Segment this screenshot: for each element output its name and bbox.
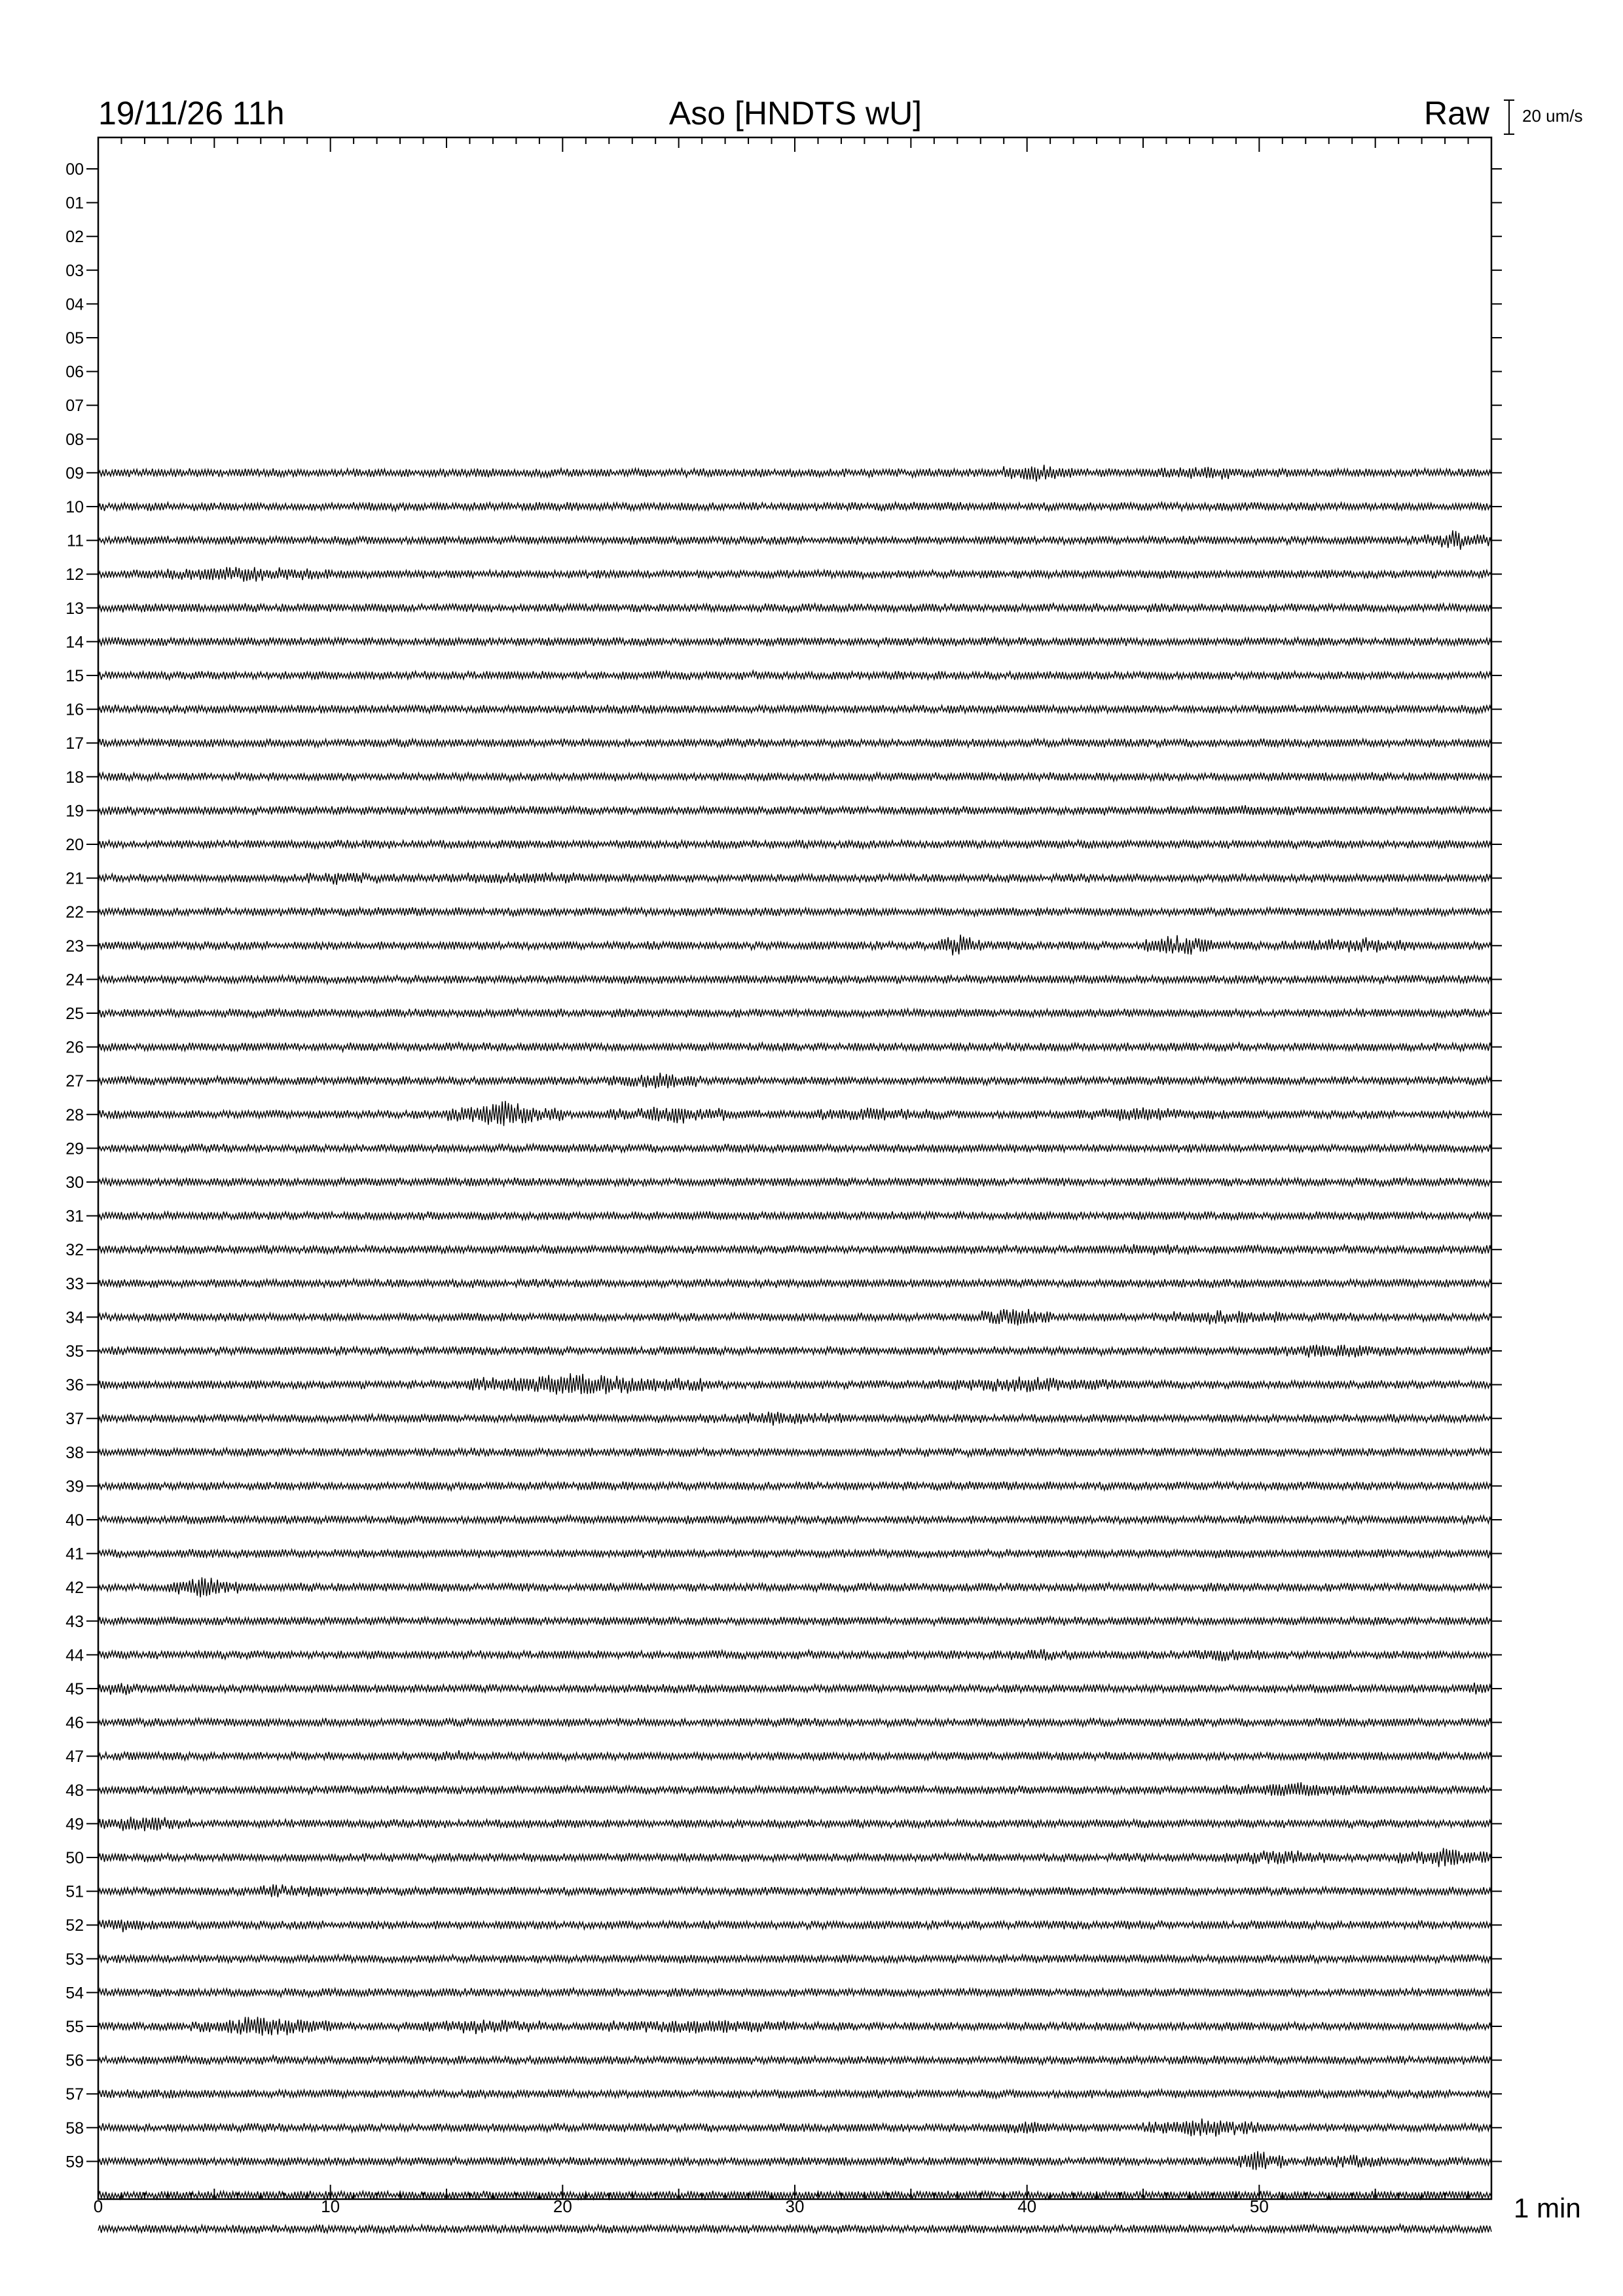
row-label: 12 bbox=[65, 565, 84, 584]
seismogram-trace bbox=[98, 1577, 1491, 1598]
seismogram-trace bbox=[98, 1782, 1491, 1796]
amplitude-scale-bar bbox=[1504, 100, 1514, 134]
row-label: 03 bbox=[65, 261, 84, 280]
row-label: 56 bbox=[65, 2051, 84, 2070]
row-label: 52 bbox=[65, 1916, 84, 1935]
row-label: 34 bbox=[65, 1308, 84, 1327]
row-label: 18 bbox=[65, 768, 84, 787]
row-label: 54 bbox=[65, 1984, 84, 2003]
seismogram-trace bbox=[98, 567, 1491, 582]
x-tick-label: 30 bbox=[785, 2197, 805, 2216]
date-hour-label: 19/11/26 11h bbox=[98, 95, 285, 132]
row-label: 07 bbox=[65, 397, 84, 416]
seismogram-trace bbox=[98, 1073, 1491, 1088]
seismogram-trace bbox=[98, 705, 1491, 714]
seismogram-trace bbox=[98, 1954, 1491, 1964]
seismogram-trace bbox=[98, 805, 1491, 816]
row-label: 23 bbox=[65, 937, 84, 956]
row-label: 30 bbox=[65, 1174, 84, 1192]
row-label: 41 bbox=[65, 1545, 84, 1564]
row-label: 05 bbox=[65, 329, 84, 348]
seismogram-trace bbox=[98, 2017, 1491, 2036]
x-tick-label: 40 bbox=[1017, 2197, 1037, 2216]
x-tick-label: 10 bbox=[321, 2197, 340, 2216]
row-label: 39 bbox=[65, 1477, 84, 1496]
seismogram-trace bbox=[98, 1920, 1491, 1932]
seismogram-trace bbox=[98, 872, 1491, 885]
row-label: 19 bbox=[65, 802, 84, 821]
row-label: 08 bbox=[65, 430, 84, 449]
seismogram-trace bbox=[98, 1345, 1491, 1358]
row-label: 20 bbox=[65, 836, 84, 854]
seismogram-trace bbox=[98, 603, 1491, 613]
x-tick-label: 50 bbox=[1249, 2197, 1269, 2216]
seismogram-trace bbox=[98, 1309, 1491, 1325]
seismogram-trace bbox=[98, 1481, 1491, 1490]
seismogram-trace bbox=[98, 502, 1491, 511]
row-label: 26 bbox=[65, 1038, 84, 1057]
seismogram-trace bbox=[98, 1988, 1491, 1998]
seismogram-trace bbox=[98, 671, 1491, 680]
row-label: 28 bbox=[65, 1105, 84, 1124]
row-label: 43 bbox=[65, 1612, 84, 1631]
row-label: 17 bbox=[65, 734, 84, 753]
seismogram-trace bbox=[98, 2056, 1491, 2065]
seismogram-trace bbox=[98, 907, 1491, 916]
seismogram-trace bbox=[98, 2119, 1491, 2137]
seismogram-trace bbox=[98, 1549, 1491, 1558]
row-label: 25 bbox=[65, 1005, 84, 1023]
row-label: 15 bbox=[65, 667, 84, 685]
row-label: 45 bbox=[65, 1680, 84, 1698]
row-label: 22 bbox=[65, 903, 84, 922]
row-label: 06 bbox=[65, 363, 84, 382]
seismogram-trace bbox=[98, 1144, 1491, 1153]
seismogram-trace bbox=[98, 840, 1491, 849]
row-label: 02 bbox=[65, 228, 84, 247]
seismogram-trace bbox=[98, 1373, 1491, 1395]
seismogram-trace bbox=[98, 1043, 1491, 1052]
x-tick-label: 0 bbox=[93, 2197, 103, 2216]
x-unit-label: 1 min bbox=[1514, 2193, 1581, 2223]
seismogram-trace bbox=[98, 1617, 1491, 1626]
seismogram-trace bbox=[98, 2225, 1491, 2234]
row-label: 16 bbox=[65, 700, 84, 719]
row-labels bbox=[65, 160, 84, 2171]
row-label: 24 bbox=[65, 971, 84, 990]
amplitude-scale-label: 20 um/s bbox=[1522, 106, 1583, 126]
row-label: 38 bbox=[65, 1443, 84, 1462]
seismogram-trace bbox=[98, 2151, 1491, 2170]
seismogram-trace bbox=[98, 1817, 1491, 1831]
row-label: 59 bbox=[65, 2153, 84, 2172]
row-label: 35 bbox=[65, 1342, 84, 1361]
row-label: 31 bbox=[65, 1207, 84, 1226]
seismogram-trace bbox=[98, 738, 1491, 747]
row-label: 48 bbox=[65, 1781, 84, 1800]
row-label: 14 bbox=[65, 633, 84, 652]
seismogram-trace bbox=[98, 637, 1491, 647]
seismogram-trace bbox=[98, 1101, 1491, 1126]
row-label: 37 bbox=[65, 1410, 84, 1429]
row-label: 44 bbox=[65, 1646, 84, 1665]
row-label: 00 bbox=[65, 160, 84, 179]
row-label: 01 bbox=[65, 194, 84, 213]
seismogram-trace bbox=[98, 1750, 1491, 1761]
row-label: 09 bbox=[65, 464, 84, 483]
seismogram-trace bbox=[98, 935, 1491, 956]
row-label: 33 bbox=[65, 1274, 84, 1293]
seismogram-trace bbox=[98, 975, 1491, 984]
row-label: 47 bbox=[65, 1748, 84, 1767]
chart-title: Aso [HNDTS wU] bbox=[668, 95, 922, 132]
seismogram-trace bbox=[98, 465, 1491, 482]
seismogram-trace bbox=[98, 530, 1491, 550]
seismogram-trace bbox=[98, 1448, 1491, 1457]
seismogram-trace bbox=[98, 1848, 1491, 1867]
seismogram-trace bbox=[98, 1412, 1491, 1426]
mode-label: Raw bbox=[1423, 95, 1489, 132]
seismogram-trace bbox=[98, 1177, 1491, 1187]
row-label: 21 bbox=[65, 869, 84, 888]
row-label: 58 bbox=[65, 2119, 84, 2138]
row-label: 40 bbox=[65, 1511, 84, 1530]
row-label: 46 bbox=[65, 1713, 84, 1732]
seismogram-trace bbox=[98, 2089, 1491, 2098]
row-label: 32 bbox=[65, 1241, 84, 1260]
x-tick-label: 20 bbox=[553, 2197, 572, 2216]
seismogram-trace bbox=[98, 1279, 1491, 1288]
row-label: 10 bbox=[65, 498, 84, 516]
seismogram-trace bbox=[98, 1884, 1491, 1897]
row-label: 49 bbox=[65, 1815, 84, 1834]
seismogram-traces bbox=[98, 465, 1491, 2233]
row-label: 53 bbox=[65, 1950, 84, 1969]
seismogram-trace bbox=[98, 772, 1491, 781]
row-label: 50 bbox=[65, 1849, 84, 1867]
row-label: 13 bbox=[65, 599, 84, 618]
seismogram-trace bbox=[98, 1244, 1491, 1255]
row-label: 29 bbox=[65, 1139, 84, 1158]
row-label: 57 bbox=[65, 2085, 84, 2104]
seismogram-trace bbox=[98, 1211, 1491, 1221]
row-label: 42 bbox=[65, 1579, 84, 1598]
row-label: 51 bbox=[65, 1882, 84, 1901]
row-label: 27 bbox=[65, 1072, 84, 1091]
row-label: 04 bbox=[65, 295, 84, 314]
seismogram-trace bbox=[98, 1683, 1491, 1695]
row-label: 55 bbox=[65, 2018, 84, 2036]
seismogram-trace bbox=[98, 1649, 1491, 1662]
row-label: 11 bbox=[67, 531, 84, 550]
seismogram-trace bbox=[98, 1009, 1491, 1018]
seismogram-trace bbox=[98, 1718, 1491, 1727]
row-label: 36 bbox=[65, 1376, 84, 1395]
seismogram-trace bbox=[98, 1515, 1491, 1524]
